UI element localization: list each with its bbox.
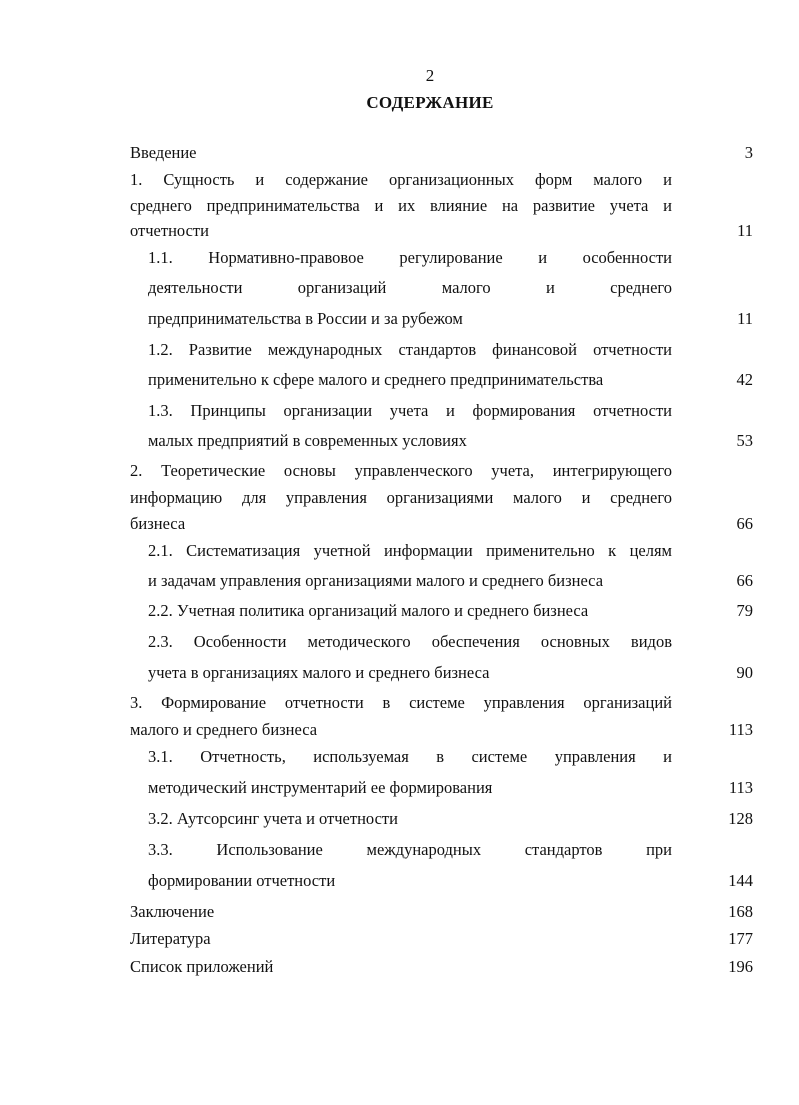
toc-entry-text: информацию для управления организациями малого и среднего xyxy=(130,488,672,507)
toc-entry-text: применительно к сфере малого и среднего предпринимательства xyxy=(148,370,604,389)
toc-page-number: 144 xyxy=(728,871,753,890)
toc-entry-text: 1. Сущность и содержание организационных форм малого и xyxy=(130,170,672,189)
toc-entry-text: Литература xyxy=(130,929,211,948)
toc-entry-text: Введение xyxy=(130,143,197,162)
toc-entry-text: 1.2. Развитие международных стандартов финансовой отчетности xyxy=(148,340,672,359)
toc-entry-text: отчетности xyxy=(130,221,209,240)
toc-entry-text: малых предприятий в современных условиях xyxy=(148,431,467,450)
toc-page-number: 90 xyxy=(736,663,753,682)
toc-page-number: 3 xyxy=(744,143,753,162)
toc-entry-text: бизнеса xyxy=(130,514,186,533)
toc-page-number: 113 xyxy=(728,778,753,797)
toc-page-number: 113 xyxy=(728,720,753,739)
toc-page-number: 128 xyxy=(728,809,753,828)
toc-entry-text: 2. Теоретические основы управленческого учета, интегрирующего xyxy=(130,461,672,480)
toc-page-number: 11 xyxy=(737,221,753,240)
toc-entry-text: 1.3. Принципы организации учета и формирования отчетности xyxy=(148,401,672,420)
toc-entry-text: среднего предпринимательства и их влияние на развитие учета и xyxy=(130,196,672,215)
toc-entry-text: учета в организациях малого и среднего бизнеса xyxy=(148,663,490,682)
toc-entry-text: и задачам управления организациями малого и среднего бизнеса xyxy=(148,571,604,590)
toc-entry-text: 1.1. Нормативно-правовое регулирование и особенности xyxy=(148,248,672,267)
toc-page-number: 79 xyxy=(736,601,753,620)
toc-entry-text: 3.2. Аутсорсинг учета и отчетности xyxy=(148,809,398,828)
toc-entry-text: предпринимательства в России и за рубежом xyxy=(148,309,463,328)
toc-entry-text: Список приложений xyxy=(130,957,274,976)
toc-page-number: 196 xyxy=(728,957,753,976)
toc-entry-text: деятельности организаций малого и среднего xyxy=(148,278,672,297)
toc-entry-text: 2.3. Особенности методического обеспечения основных видов xyxy=(148,632,672,651)
toc-page-number: 66 xyxy=(736,571,753,590)
toc-page-number: 66 xyxy=(736,514,753,533)
toc-entry-text: 3.1. Отчетность, используемая в системе управления и xyxy=(148,747,672,766)
toc-page-number: 53 xyxy=(736,431,753,450)
page-number: 2 xyxy=(425,66,435,85)
toc-entry-text: методический инструментарий ее формирования xyxy=(148,778,493,797)
toc-entry-text: 2.1. Систематизация учетной информации применительно к целям xyxy=(148,541,672,560)
toc-entry-text: Заключение xyxy=(130,902,215,921)
toc-page-number: 42 xyxy=(736,370,753,389)
toc-entry-text: формировании отчетности xyxy=(148,871,336,890)
toc-page-number: 168 xyxy=(728,902,753,921)
toc-entry-text: 3.3. Использование международных стандартов при xyxy=(148,840,672,859)
page-title: СОДЕРЖАНИЕ xyxy=(366,93,494,112)
toc-page-number: 177 xyxy=(728,929,753,948)
toc-entry-text: 2.2. Учетная политика организаций малого и среднего бизнеса xyxy=(148,601,589,620)
toc-entry-text: 3. Формирование отчетности в системе управления организаций xyxy=(130,693,672,712)
toc-page-number: 11 xyxy=(737,309,753,328)
toc-entry-text: малого и среднего бизнеса xyxy=(130,720,318,739)
